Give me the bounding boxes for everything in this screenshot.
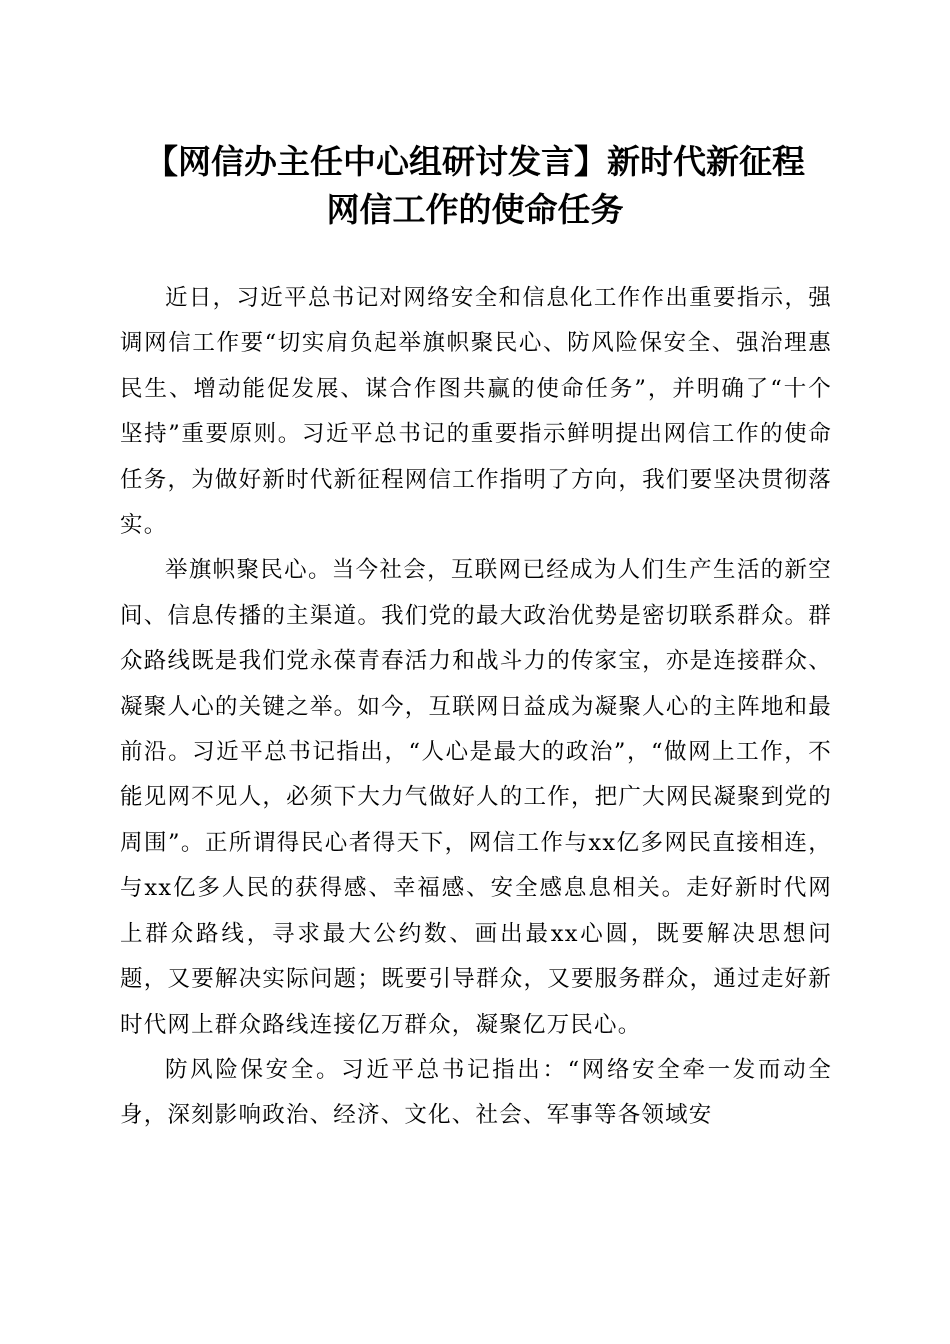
document-title-line-2: 网信工作的使命任务 <box>326 190 624 229</box>
document-title <box>100 138 850 234</box>
paragraph-gather-hearts: 举旗帜聚民心。当今社会，互联网已经成为人们生产生活的新空间、信息传播的主渠道。我们党的最大政治优势是密切联系群众。群众路线既是我们党永葆青春活力和战斗力的传家宝，亦是连接群众、凝聚人心的关键之举。如今，互联网日益成为凝聚人心的主阵地和最前沿。习近平总书记指出，“人心是最大的政治”，“做网上工作，不能见网不见人，必须下大力气做好人的工作，把广大网民凝聚到党的周围”。正所谓得民心者得天下，网信工作与xx亿多网民直接相连，与xx亿多人民的获得感、幸福感、安全感息息相关。走好新时代网上群众路线，寻求最大公约数、画出最xx心圆，既要解决思想问题，又要解决实际问题；既要引导群众，又要服务群众，通过走好新时代网上群众路线连接亿万群众，凝聚亿万民心。 <box>120 557 832 1038</box>
document-title-line-1: 【网信办主任中心组研讨发言】新时代新征程 <box>145 142 805 181</box>
document-body <box>120 276 832 1139</box>
paragraph-prevent-risks: 防风险保安全。习近平总书记指出：“网络安全牵一发而动全身，深刻影响政治、经济、文化、社会、军事等各领域安 <box>120 1056 832 1129</box>
paragraph-intro: 近日，习近平总书记对网络安全和信息化工作作出重要指示，强调网信工作要“切实肩负起举旗帜聚民心、防风险保安全、强治理惠民生、增动能促发展、谋合作图共赢的使命任务”，并明确了“十个坚持”重要原则。习近平总书记的重要指示鲜明提出网信工作的使命任务，为做好新时代新征程网信工作指明了方向，我们要坚决贯彻落实。 <box>120 285 832 539</box>
